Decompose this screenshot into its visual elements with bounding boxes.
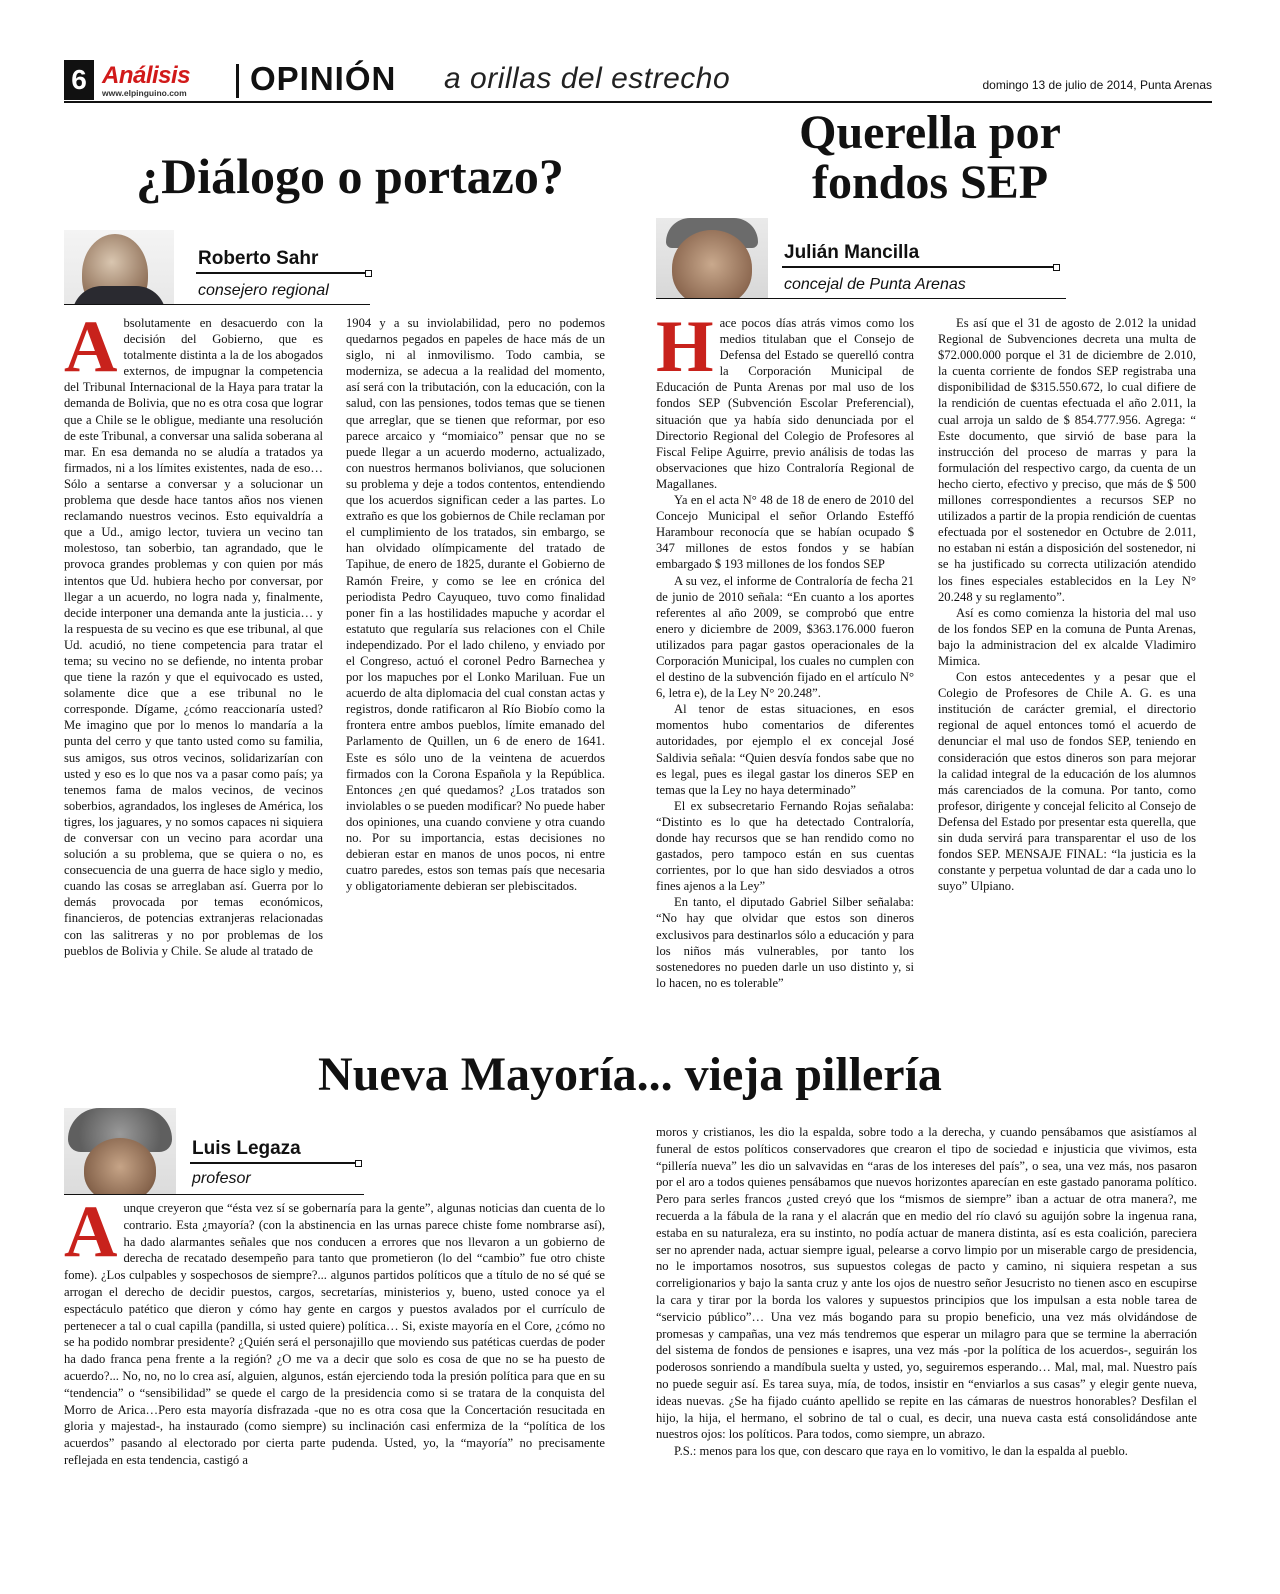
masthead-rule (64, 101, 1212, 103)
author-rule-sahr (196, 272, 368, 274)
article-body-text: Así es como comienza la historia del mal uso de los fondos SEP en la comuna de Punta Arenas, bajo la administracion del ex alcalde Vladimiro Mimica. (938, 605, 1196, 668)
article-body-text: A su vez, el informe de Contraloría de fecha 21 de junio de 2010 señala: “En cuanto a los aportes referentes al año 2009, se comprobó que entre enero y diciembre de 2009, $363.176.000 fueron utilizados para pagar gastos operacionales de la Corporación Municipal, los cuales no cumplen con el destino de la subvención fijado en el artículo N° 6, letra e), de la Ley N° 20.248”. (656, 573, 914, 701)
article-body-text: El ex subsecretario Fernando Rojas señalaba: “Distinto es lo que ha detectado Contraloría, donde hay recursos que se han rendido como no gastados, pero tampoco están en sus cuentas corrientes, por lo que han sido desviados a otros fines ajenos a la Ley” (656, 798, 914, 894)
article-nueva-col2 (656, 1124, 1197, 1502)
page-number: 6 (64, 60, 94, 100)
article-body-text: bsolutamente en desacuerdo con la decisión del Gobierno, que es totalmente distinta a la de los abogados externos, de impugnar la competencia del Tribunal Internacional de la Haya para tratar la demanda de Bolivia, que no es otra cosa que lograr que a Chile se le obligue, mediante una resolución de este Tribunal, a conversar una salida soberana al mar. En esa demanda no se aludía a tratados ya firmados, ni a los límites existentes, nada de eso… Sólo a sentarse a conversar y a solucionar un problema que desde hace tantos años nos vienen reclamando nuestros vecinos. Esto equivaldría a que a Ud., amigo lector, tuviera un vecino tan molestoso, tan soberbio, tan agrandado, que le provoca grandes problemas y con quien por más intentos que Ud. hubiera hecho por conversar, por llegar a un acuerdo, no logra nada y, finalmente, decide interponer una demanda ante la justicia… y la respuesta de su vecino es que ese tribunal, al que Ud. acudió, no tiene competencia para tratar el tema; su vecino no se defiende, no intenta probar que tiene la razón y que el equivocado es usted, solamente dice que a ese tribunal no le corresponde. Dígame, ¿cómo reaccionaría usted? Me imagino que por lo menos lo mandaría a la punta del cerro y que tanto usted como su familia, sus amigos, sus otros vecinos, solidarizarían con usted y eso es lo que nos va a pasar como país; ya tenemos fama de malos vecinos, de vecinos soberbios, agrandados, los ingleses de América, los tigres, los jaguares, y no somos capaces ni siquiera de conversar con un vecino para acordar una solución a su problema, que se quiera o no, es consecuencia de una guerra de hace siglo y medio, cuando las cosas se arreglaban así. Guerra por lo demás provocada por temas económicos, financieros, de potencias extranjeras relacionadas con las salitreras y no por problemas de los pueblos de Bolivia y Chile. Se alude al tratado de (64, 316, 323, 958)
newspaper-logo[interactable]: Análisis (102, 62, 191, 89)
issue-date: domingo 13 de julio de 2014, Punta Arenas (982, 78, 1212, 92)
author-photo-legaza (64, 1108, 176, 1194)
author-name-mancilla: Julián Mancilla (784, 242, 920, 263)
article-querella-col2 (938, 315, 1196, 1040)
article-body-text: unque creyeron que “ésta vez sí se gobernaría para la gente”, algunas noticias dan cuenta de lo contrario. Esta ¿mayoría? (con la abstinencia en las urnas parece chiste fome nombrarse así), ha dado alarmantes señales que nos conducen a errores que nos llevaron a un gobierno de derecha de recatado desempeño para tanto que prometieron (lo del “cambio” fue otro chiste fome). ¿Los culpables y sospechosos de siempre?... algunos partidos políticos que a título de no sé qué se arrogan el derecho de decidir puestos, cargos, secretarías, ministerios y, bueno, usted conoce ya el espectáculo patético que dieron y cómo hay gente en cargos y puestos avalados por el currículo de pertenecer a tal o cual capilla (pandilla, si usted quiere) política… Si, existe mayoría en el Core, ¿cómo no se ha podido nombrar presidente? ¿Quién será el personajillo que moviendo sus patéticas cuerdas de poder ha dado franca pena frente a la región? ¿O me va a decir que solo es cosa de que no se ha puesto de acuerdo?... No, no, no lo crea así, alguien, algunos, están ejerciendo toda la presión política para que en su “tendencia” o “sensibilidad” se quede el cargo de la presidencia como si se tratara de la conquista del Morro de Arica…Pero esta mayoría disfrazada -que no es otra cosa que la Concertación resucitada en gloria y majestad-, ha instaurado (como siempre) su inclinación casi enfermiza de la “política de los acuerdos” pasando al electorado por cierta parte pudenda. Usted, yo, la “mayoría” no precisamente reflejada en esta tendencia, castigó a (64, 1201, 605, 1467)
author-name-legaza: Luis Legaza (192, 1138, 301, 1159)
article-title-dialogo: ¿Diálogo o portazo? (136, 148, 564, 204)
article-body-text: ace pocos días atrás vimos como los medios titulaban que el Consejo de Defensa del Estado se querelló contra la Corporación Municipal de Educación de Punta Arenas por mal uso de los fondos SEP (Subvención Escolar Preferencial), situación que ya había sido denunciada por el Directorio Regional del Colegio de Profesores al Fiscal Felipe Aguirre, previo análisis de todas las observaciones que hizo Contraloría Regional de Magallanes. (656, 316, 914, 491)
byline-underline-mancilla (656, 298, 1066, 299)
masthead (64, 60, 1212, 102)
article-postscript: P.S.: menos para los que, con descaro que raya en lo vomitivo, le dan la espalda al pueblo. (674, 1444, 1128, 1459)
article-title-querella (740, 108, 1120, 209)
article-dialogo-col2 (346, 315, 605, 1040)
article-body-text: Con estos antecedentes y a pesar que el Colegio de Profesores de Chile A. G. es una institución de carácter gremial, el directorio regional de aquel entonces tomó el acuerdo de denunciar el mal uso de fondos SEP, teniendo en consideración que estos dineros son para mejorar la calidad integral de la educación de los alumnos más carenciados de la comuna. Por tanto, como profesor, dirigente y concejal felicito al Consejo de Defensa del Estado por presentar esta querella, que sin duda servirá para transparentar el uso de los fondos SEP. MENSAJE FINAL: “la justicia es la constante y perpetua voluntad de dar a cada uno lo suyo” Ulpiano. (938, 670, 1196, 894)
author-role-legaza: profesor (192, 1170, 251, 1187)
article-body-text: En tanto, el diputado Gabriel Silber señalaba: “No hay que olvidar que estos son dineros exclusivos para destinarlos sólo a educación y para los niños más vulnerables, por tanto los sostenedores no pueden darle un uso distinto y, si lo hacen, no es tolerable” (656, 895, 914, 990)
author-photo-mancilla (656, 218, 768, 298)
author-role-mancilla: concejal de Punta Arenas (784, 276, 966, 293)
masthead-divider (236, 64, 239, 98)
newspaper-url[interactable]: www.elpinguino.com (102, 88, 187, 98)
section-title: OPINIÓN (250, 60, 397, 97)
article-body-text: moros y cristianos, les dio la espalda, sobre todo a la derecha, y cuando pensábamos que asistíamos al funeral de estos políticos conservadores que crearon el tipo de sociedad e injusticia que vivimos, esta “pillería nueva” les dio un salvavidas en “aras de los intereses del país”, o sea, una vez más, nos pasaron por el aro a todos quienes pensábamos que nuevos horizontes aparecían en este gastado panorama político. Pero para serles francos ¿usted creyó que los “mismos de siempre” iban a actuar de otra manera?, me recuerda a la fábula de la rana y el alacrán que en medio del río clavó su aguijón sobre la ingenua rana, estaba en su naturaleza, era su instinto, no podía actuar de manera distinta, así es esta coalición, pareciera ser no aprender nada, actuar siempre igual, pelearse a corvo limpio por un miserable cargo de presidencia, no le importamos nosotros, sus supuestos colegas de pacto y camino, ni siquiera respetan a sus correligionarios y bajo la santa cruz y ante los ojos de nuestro señor Jesucristo no tienen asco en escupirse la cara y tirar por la borda los valores y supuestos principios que los impulsan a esta noble tarea de “servicio público”… Una vez más bogando para su propio beneficio, una vez más olvidándose de promesas y campañas, una vez más tendremos que esperar un milagro para que se termine la aberración del sistema de fondos de pensiones e isapres, una vez más -por la política de los acuerdos-, seguirán los poderosos sonriendo a mandíbula suelta y usted, yo, seguiremos esperando… Mal, mal, mal. Nuestro país no puede seguir así. Es tarea suya, mía, de todos, insistir en “enviarlos a sus casas” y elegir gente nueva, ideas nuevas. ¿Se ha fijado cuánto apellido se repite en las cámaras de nuestros honorables? Desfilan el hijo, la hija, el hermano, el sobrino de tal o cual, es decir, una nueva casta está consolidándose ante nuestros ojos: los políticos. Para todos, como siempre, un abrazo. (656, 1125, 1197, 1442)
dropcap: H (656, 315, 714, 388)
title-line: Querella por (799, 106, 1061, 159)
byline-underline-sahr (64, 304, 370, 305)
author-rule-legaza (190, 1162, 358, 1164)
title-line: fondos SEP (811, 156, 1049, 210)
dropcap: A (64, 315, 118, 388)
byline-underline-legaza (64, 1194, 364, 1195)
article-body-text: Es así que el 31 de agosto de 2.012 la unidad Regional de Subvenciones decreta una multa de $72.000.000 porque el 31 de diciembre de 2.010, la cuenta corriente de fondos SEP registraba una disponibilidad de $315.550.672, lo cual difiere de la rendición de cuentas efectuada el año 2.011, la cual arroja un saldo de $ 854.777.956. Agrega: “ Este documento, que sirvió de base para la instrucción del proceso de marras y para la formulación del respectivo cargo, da cuenta de un hecho cierto, efectivo y preciso, que más de $ 500 millones correspondientes a recursos SEP no utilizados a partir de la propia rendición de cuentas efectuada por el sostenedor en Octubre de 2.011, no estaban ni están a disposición del sostenedor, ni se ha justificado su correcta utilización atendido los fines especiales establecidos en la Ley N° 20.248 y su reglamento”. (938, 316, 1196, 604)
article-title-nueva: Nueva Mayoría... vieja pillería (318, 1048, 942, 1101)
article-nueva-col1 (64, 1200, 605, 1495)
article-dialogo-col1 (64, 315, 323, 1040)
dropcap: A (64, 1200, 118, 1273)
author-photo-sahr (64, 230, 174, 304)
author-rule-mancilla (782, 266, 1056, 268)
section-subtitle: a orillas del estrecho (444, 62, 731, 95)
article-body-text: 1904 y a su inviolabilidad, pero no podemos quedarnos pegados en papeles de hace más de un siglo, ni al inmovilismo. Todo cambia, se moderniza, se adecua a la realidad del momento, así será con la tributación, con la educación, con la salud, con las pensiones, todos temas que se tienen que arreglar, que se tienen que reformar, por eso parece arcaico y “momiaico” pensar que no se puede llegar a un acuerdo moderno, actualizado, con nuestros hermanos bolivianos, que solucionen su problema y deje a todos contentos, entendiendo que los acuerdos significan ceder a las partes. Lo extraño es que los gobiernos de Chile reclaman por el cumplimiento de los tratados, sin embargo, se han olvidado olímpicamente del tratado de Tapihue, de enero de 1825, durante el Gobierno de Ramón Freire, y como se lee en crónica del periodista Pedro Cayuqueo, tuvo como finalidad poner fin a las hostilidades mapuche y acordar el estatuto que regularía sus relaciones con el Chile independizado. Por el lado chileno, y enviado por el Congreso, actuó el coronel Pedro Barnechea y por los mapuches por el Lonko Mariluan. Fue un acuerdo de alta diplomacia del cual constan actas y registros, donde ratificaron al Río Biobío como la frontera entre ambos pueblos, límite emanado del Parlamento de Quillen, un 6 de enero de 1641. Este es sólo uno de la veintena de acuerdos firmados con la Corona Española y la República. Entonces ¿en qué quedamos? ¿Los tratados son inviolables o se pueden modificar? No puede haber dos opiniones, una cuando conviene y otra cuando no. Por su importancia, estas decisiones no debieran estar en manos de unos pocos, ni entre cuatro paredes, estos son temas país que necesaria y obligatoriamente debieran ser plebiscitados. (346, 316, 605, 894)
article-body-text: Al tenor de estas situaciones, en esos momentos hubo comentarios de diferentes autoridades, por ejemplo el ex concejal José Saldivia señala: “Quien desvía fondos sabe que no es legal, pues es ilegal gastar los dineros SEP en temas que la Ley no haya determinado” (656, 702, 914, 797)
article-querella-col1 (656, 315, 914, 1040)
article-body-text: Ya en el acta N° 48 de 18 de enero de 2010 del Concejo Municipal el señor Orlando Esteffó Harambour reconocía que se habían ocupado $ 347 millones de estos fondos y se habían embargado $ 193 millones de los fondos SEP (656, 493, 914, 572)
author-role-sahr: consejero regional (198, 282, 329, 299)
author-name-sahr: Roberto Sahr (198, 248, 319, 269)
